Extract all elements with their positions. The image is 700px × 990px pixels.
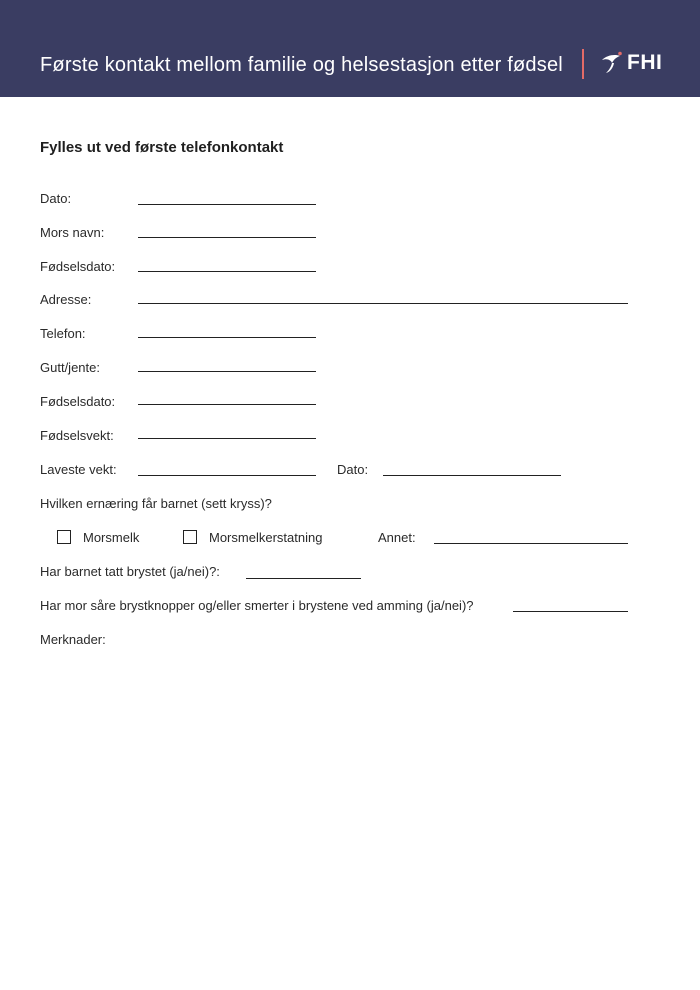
input-line-breast-question[interactable]	[246, 578, 361, 579]
field-row-fodselsdato-mor	[0, 259, 700, 279]
notes-label: Merknader:	[40, 632, 106, 647]
input-line-fodselsdato-mor[interactable]	[138, 271, 316, 272]
input-line-laveste-vekt-dato[interactable]	[383, 475, 561, 476]
field-label-laveste-vekt: Laveste vekt:	[40, 462, 117, 477]
checkbox-morsmelkerstatning[interactable]	[183, 530, 197, 544]
field-row-telefon	[0, 326, 700, 346]
field-label-fodselsdato-mor: Fødselsdato:	[40, 259, 116, 274]
input-line-kjonn[interactable]	[138, 371, 316, 372]
input-line-adresse[interactable]	[138, 303, 628, 304]
pain-question: Har mor såre brystknopper og/eller smerter i brystene ved amming (ja/nei)?	[40, 598, 474, 613]
option-label-morsmelkerstatning: Morsmelkerstatning	[209, 530, 323, 545]
input-line-annet[interactable]	[434, 543, 628, 544]
notes-row	[0, 632, 700, 652]
nutrition-options-row	[0, 530, 700, 550]
input-line-mors-navn[interactable]	[138, 237, 316, 238]
field-label-fodselsdato-barn: Fødselsdato:	[40, 394, 116, 409]
nutrition-question: Hvilken ernæring får barnet (sett kryss)?	[40, 496, 272, 511]
header-divider	[582, 49, 584, 79]
pain-question-row	[0, 598, 700, 618]
nutrition-question-row	[0, 496, 700, 516]
field-row-dato	[0, 191, 700, 211]
section-title: Fylles ut ved første telefonkontakt	[40, 139, 284, 156]
field-label-dato: Dato:	[40, 191, 72, 206]
input-line-fodselsdato-barn[interactable]	[138, 404, 316, 405]
field-row-fodselsvekt	[0, 428, 700, 448]
fhi-logo	[600, 50, 662, 76]
field-label-telefon: Telefon:	[40, 326, 86, 341]
field-row-kjonn	[0, 360, 700, 380]
fhi-logo-mark-icon	[600, 51, 624, 75]
header-bar	[0, 0, 700, 97]
field-row-adresse	[0, 292, 700, 312]
field-label-adresse: Adresse:	[40, 292, 92, 307]
input-line-fodselsvekt[interactable]	[138, 438, 316, 439]
option-label-morsmelk: Morsmelk	[83, 530, 140, 545]
breast-question: Har barnet tatt brystet (ja/nei)?:	[40, 564, 220, 579]
field-row-mors-navn	[0, 225, 700, 245]
input-line-pain-question[interactable]	[513, 611, 628, 612]
input-line-telefon[interactable]	[138, 337, 316, 338]
option-label-annet: Annet:	[378, 530, 416, 545]
field-label-mors-navn: Mors navn:	[40, 225, 105, 240]
input-line-dato[interactable]	[138, 204, 316, 205]
field-label-kjonn: Gutt/jente:	[40, 360, 100, 375]
breast-question-row	[0, 564, 700, 584]
field-label-fodselsvekt: Fødselsvekt:	[40, 428, 114, 443]
input-line-laveste-vekt[interactable]	[138, 475, 316, 476]
field-row-fodselsdato-barn	[0, 394, 700, 414]
document-title: Første kontakt mellom familie og helsestasjon etter fødsel	[40, 54, 563, 76]
checkbox-morsmelk[interactable]	[57, 530, 71, 544]
field-row-laveste-vekt	[0, 462, 700, 482]
fhi-logo-text: FHI	[627, 51, 663, 74]
field-label-laveste-vekt-dato: Dato:	[337, 462, 369, 477]
